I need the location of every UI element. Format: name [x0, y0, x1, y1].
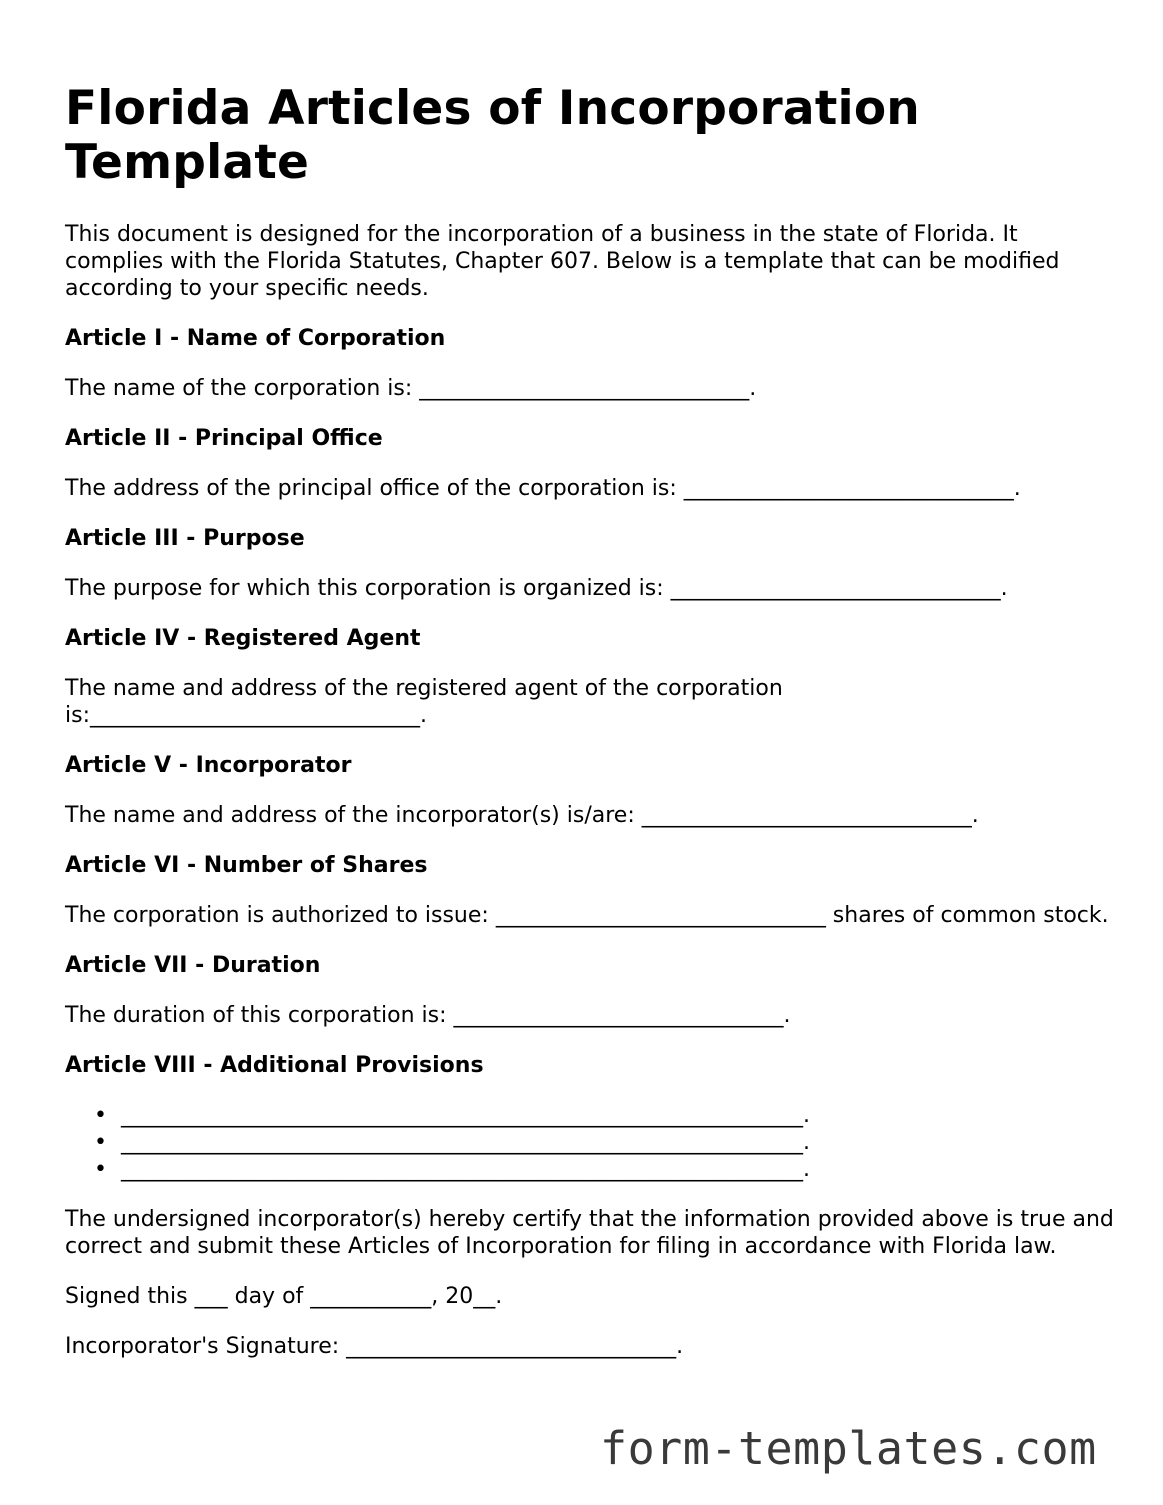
article-2-text: The address of the principal office of the corporation is: ______________________________.: [65, 476, 1021, 501]
provision-blank: ______________________________________________________________.: [121, 1103, 810, 1128]
article-6-heading: Article VI - Number of Shares: [65, 853, 428, 878]
bullet-icon: •: [94, 1130, 107, 1155]
list-item: [65, 1129, 1115, 1156]
signature-line: Incorporator's Signature: ______________________________.: [65, 1334, 684, 1359]
list-item: [65, 1156, 1115, 1183]
bullet-icon: •: [94, 1157, 107, 1182]
article-7-heading: Article VII - Duration: [65, 953, 321, 978]
article-7-text: The duration of this corporation is: ______________________________.: [65, 1003, 791, 1028]
article-6-text: The corporation is authorized to issue: ______________________________ shares of common stock.: [65, 903, 1109, 928]
provisions-list: [65, 1102, 1115, 1183]
provision-blank: ______________________________________________________________.: [121, 1157, 810, 1182]
watermark: form-templates.com: [600, 1422, 1097, 1475]
signed-date-line: Signed this ___ day of ___________, 20__.: [65, 1284, 503, 1309]
article-4-text: The name and address of the registered agent of the corporation is:______________________________.: [65, 676, 783, 728]
intro-paragraph: This document is designed for the incorporation of a business in the state of Florida. It complies with the Florida Statutes, Chapter 607. Below is a template that can be modified according to your specific needs.: [65, 222, 1060, 301]
article-3-heading: Article III - Purpose: [65, 526, 305, 551]
bullet-icon: •: [94, 1103, 107, 1128]
article-1-text: The name of the corporation is: ______________________________.: [65, 376, 757, 401]
certification-paragraph: The undersigned incorporator(s) hereby certify that the information provided above is true and correct and submit these Articles of Incorporation for filing in accordance with Florida law.: [65, 1207, 1114, 1259]
article-5-text: The name and address of the incorporator(s) is/are: ______________________________.: [65, 803, 979, 828]
article-8-heading: Article VIII - Additional Provisions: [65, 1053, 484, 1078]
article-4-heading: Article IV - Registered Agent: [65, 626, 421, 651]
list-item: [65, 1102, 1115, 1129]
provision-blank: ______________________________________________________________.: [121, 1130, 810, 1155]
article-3-text: The purpose for which this corporation is organized is: ______________________________.: [65, 576, 1008, 601]
article-1-heading: Article I - Name of Corporation: [65, 326, 446, 351]
page-title: Florida Articles of Incorporation Template: [65, 81, 920, 190]
article-5-heading: Article V - Incorporator: [65, 753, 352, 778]
document-page: [65, 82, 1115, 1383]
article-2-heading: Article II - Principal Office: [65, 426, 383, 451]
